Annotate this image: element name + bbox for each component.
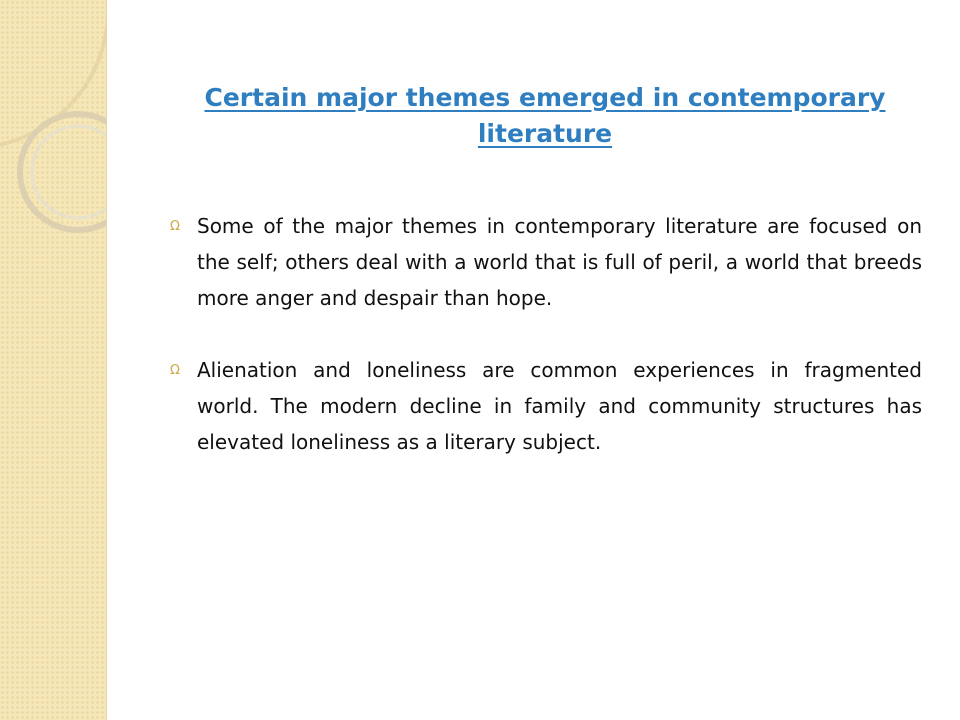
decorative-rings	[0, 0, 106, 720]
bullet-text-themes: Some of the major themes in contemporary literature are focused on the self; others deal with a world that is full of peril, a world that breeds more anger and despair than hope.	[197, 214, 922, 310]
decor-ring-small-inner	[32, 126, 106, 218]
bullet-item-alienation	[170, 352, 922, 460]
omega-bullet-icon: Ω	[170, 363, 180, 378]
slide-title-line-1: Certain major themes emerged in contemporary	[204, 83, 886, 112]
slide-title-line-2: literature	[477, 119, 613, 148]
slide-title	[150, 80, 940, 152]
bullet-list	[170, 208, 922, 496]
bullet-item-themes	[170, 208, 922, 316]
decorative-side-panel	[0, 0, 107, 720]
omega-bullet-icon: Ω	[170, 219, 180, 234]
bullet-text-alienation: Alienation and loneliness are common experiences in fragmented world. The modern decline in family and community structures has elevated loneliness as a literary subject.	[197, 358, 922, 454]
decor-ring-large	[0, 0, 106, 148]
